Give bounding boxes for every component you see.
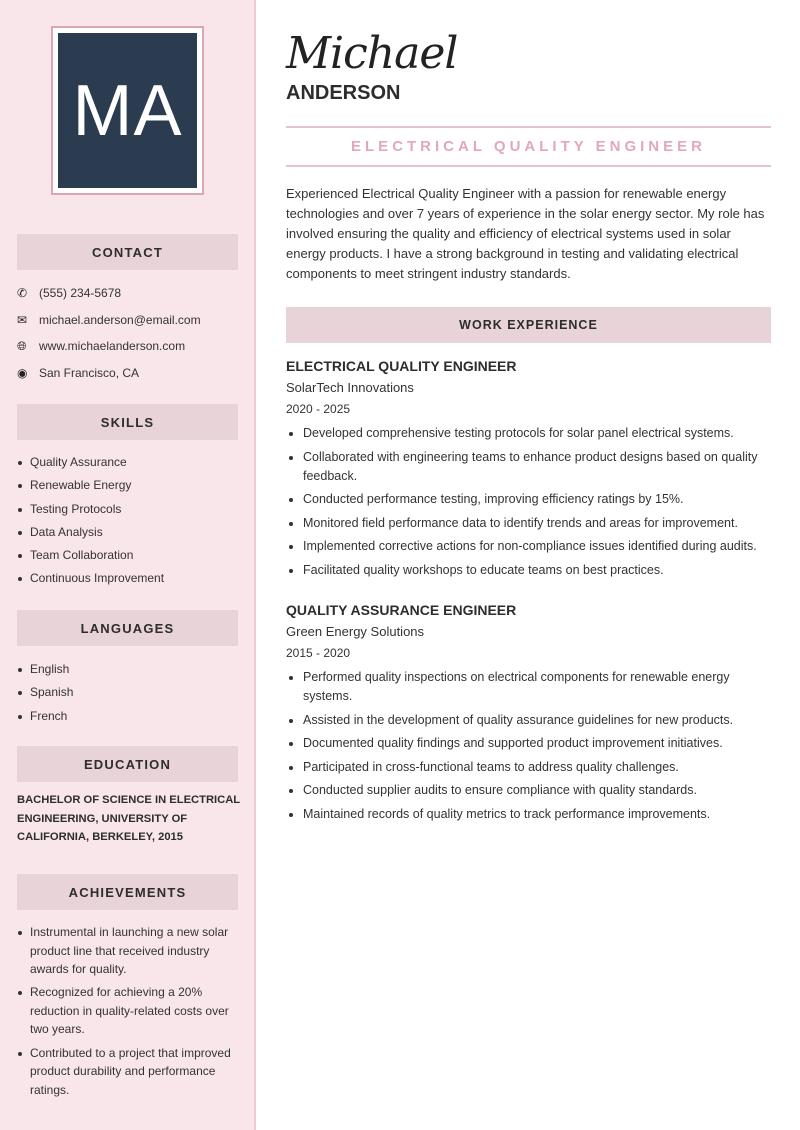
language-item: Spanish [17,683,242,702]
job-bullet: Maintained records of quality metrics to track performance improvements. [286,805,771,824]
contact-list [17,280,247,386]
work-experience-heading: WORK EXPERIENCE [286,307,771,343]
contact-phone [17,280,247,307]
job-bullet: Developed comprehensive testing protocols for solar panel electrical systems. [286,424,771,443]
skill-item: Continuous Improvement [17,569,242,588]
job-dates: 2020 - 2025 [286,402,351,416]
achievement-item: Instrumental in launching a new solar product line that received industry awards for quality. [17,923,242,979]
job-bullet: Facilitated quality workshops to educate teams on best practices. [286,561,771,580]
skill-item: Testing Protocols [17,500,242,519]
contact-heading: CONTACT [17,234,238,270]
skill-item: Team Collaboration [17,546,242,565]
skill-item: Renewable Energy [17,476,242,495]
job-company: SolarTech Innovations [286,380,414,395]
skill-item: Data Analysis [17,523,242,542]
education-heading: EDUCATION [17,746,238,782]
languages-heading: LANGUAGES [17,610,238,646]
divider [286,165,771,167]
achievement-item: Contributed to a project that improved product durability and performance ratings. [17,1044,242,1100]
job-bullets [286,424,771,580]
globe-icon: 🌐︎ [17,338,27,353]
first-name: Michael [286,28,458,79]
achievements-list [17,923,242,1104]
job-bullet: Implemented corrective actions for non-compliance issues identified during audits. [286,537,771,556]
job-bullet: Collaborated with engineering teams to enhance product designs based on quality feedback. [286,448,771,486]
languages-list [17,660,242,730]
job-bullet: Participated in cross-functional teams to address quality challenges. [286,758,771,777]
sidebar [0,0,256,1130]
education-degree: BACHELOR OF SCIENCE IN ELECTRICAL ENGINEERING, UNIVERSITY OF CALIFORNIA, BERKELEY, 2015 [17,794,240,843]
skills-heading: SKILLS [17,404,238,440]
achievements-heading: ACHIEVEMENTS [17,874,238,910]
job-entry [286,356,771,584]
skill-item: Quality Assurance [17,453,242,472]
monogram: MA [58,33,197,188]
language-item: French [17,707,242,726]
job-entry [286,600,771,828]
phone-text: (555) 234-5678 [39,286,122,301]
job-bullet: Documented quality findings and supported product improvement initiatives. [286,734,771,753]
job-title: ELECTRICAL QUALITY ENGINEER [351,138,706,155]
email-icon: ✉ [17,312,28,327]
job-position: QUALITY ASSURANCE ENGINEER [286,602,517,618]
language-item: English [17,660,242,679]
location-text: San Francisco, CA [39,365,140,380]
job-bullet: Performed quality inspections on electrical components for renewable energy systems. [286,668,771,706]
divider [286,126,771,128]
monogram-frame [51,26,204,195]
job-position: ELECTRICAL QUALITY ENGINEER [286,358,517,374]
contact-website [17,333,247,360]
job-company: Green Energy Solutions [286,624,425,639]
job-bullet: Assisted in the development of quality assurance guidelines for new products. [286,711,771,730]
skills-list [17,453,242,593]
website-text[interactable]: www.michaelanderson.com [39,339,186,354]
phone-icon: ✆ [17,286,28,301]
job-bullets [286,668,771,824]
achievement-item: Recognized for achieving a 20% reduction in quality-related costs over two years. [17,983,242,1039]
contact-email [17,307,247,334]
contact-location [17,360,247,387]
last-name: ANDERSON [286,82,401,104]
job-bullet: Conducted supplier audits to ensure compliance with quality standards. [286,781,771,800]
job-bullet: Conducted performance testing, improving efficiency ratings by 15%. [286,490,771,509]
job-bullet: Monitored field performance data to identify trends and areas for improvement. [286,514,771,533]
summary: Experienced Electrical Quality Engineer with a passion for renewable energy technologies and over 7 years of experience in the solar energy sector. My role has involved ensuring the quality and efficiency of electrical systems used in solar energy products. I have a strong background in testing and validating electrical components to meet stringent industry standards. [286,186,765,281]
location-icon: ◉ [17,365,28,380]
job-dates: 2015 - 2020 [286,646,351,660]
email-text[interactable]: michael.anderson@email.com [39,312,201,327]
